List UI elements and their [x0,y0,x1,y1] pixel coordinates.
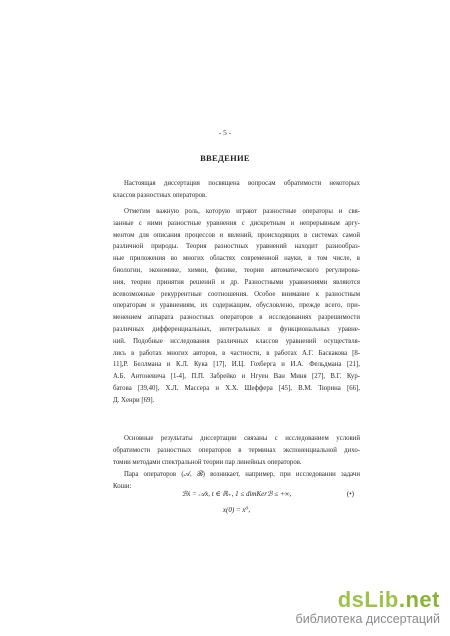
text-line: батова [39,40], Х.Л. Массера и Х.Х. Шеффера [45], В.М. Тюрина [66], [113,384,360,392]
section-heading: ВВЕДЕНИЕ [200,153,250,163]
text-line: ния, теории принятия решений и др. Разностными уравнениями являются [113,278,360,286]
text-line: различной природы. Теория разностных уравнений находит разнообраз- [113,243,360,251]
watermark-logo-part1: dsLib [337,587,399,612]
page-number: - 5 - [218,128,232,137]
text-line: Основные результаты диссертации связаны с исследованием условий [124,435,360,442]
text-line: Коши: [113,482,132,490]
text-line: Д. Хенри [69]. [113,396,155,404]
text-line: обратимости разностных операторов в терминах экспоненциальной дихо- [113,446,360,454]
text-line: классов разностных операторов. [113,191,207,199]
text-line: А.Б. Антоневича [1-4], П.П. Забрейко и Нгуен Ван Миня [27], В.Г. Кур- [113,373,360,381]
text-line: различных дифференциальных, интегральных и функциональных уравне- [113,325,360,333]
text-line: всевозможные рекуррентные соотношения. Особое внимание к разностным [113,290,360,298]
equation-2-expression: x(0) = x⁰, [222,506,251,514]
watermark-logo-part2: .net [398,587,440,612]
text-line: ний. Подобные исследования различных классов уравнений осуществля- [113,337,360,345]
text-line: ные приложения во многих областях современной науки, в том числе, в [113,255,360,263]
watermark-subtitle: библиотека диссертаций [295,612,440,626]
paragraph-2 [113,206,360,407]
equation-1 [113,490,360,499]
watermark-logo [296,588,440,612]
paragraph-3 [113,433,360,468]
text-line: биологии, экономике, химии, физике, теории автоматического регулирова- [113,266,360,274]
text-line: Отметим важную роль, которую играют разностные операторы и свя- [124,208,360,215]
text-line: томии методами спектральной теории пар линейных операторов. [113,458,302,466]
text-line: Пара операторов (𝒜, ℬ) возникает, например, при исследовании задачи [124,471,360,478]
text-line: 11],Р. Беллмана и К.Л. Кука [17], И.Ц. Гохберга и И.А. Фельдмана [21], [113,361,360,369]
equation-2 [113,506,360,514]
text-line: занные с ними разностные уравнения с дискретным и непрерывным аргу- [113,219,360,227]
text-line: менением аппарата разностных операторов в исследованиях разрешимости [113,314,360,322]
text-line: лись в работах многих авторов, в частности, в работах А.Г. Баскакова [8- [113,349,360,357]
text-line: ментом для описания процессов и явлений, происходящих в системах самой [113,231,360,239]
equation-1-expression: ℬẋ = 𝒜x, t ∈ ℝ₊, 1 ≤ dimKerℬ ≤ +∞, [181,490,292,498]
equation-1-tag: (•) [346,490,354,498]
text-line: Настоящая диссертация посвящена вопросам обратимости некоторых [124,180,360,187]
paragraph-1 [113,178,360,202]
text-line: операторам и уравнениям, их содержащим, обусловлено, прежде всего, при- [113,302,360,310]
watermark [296,588,440,626]
